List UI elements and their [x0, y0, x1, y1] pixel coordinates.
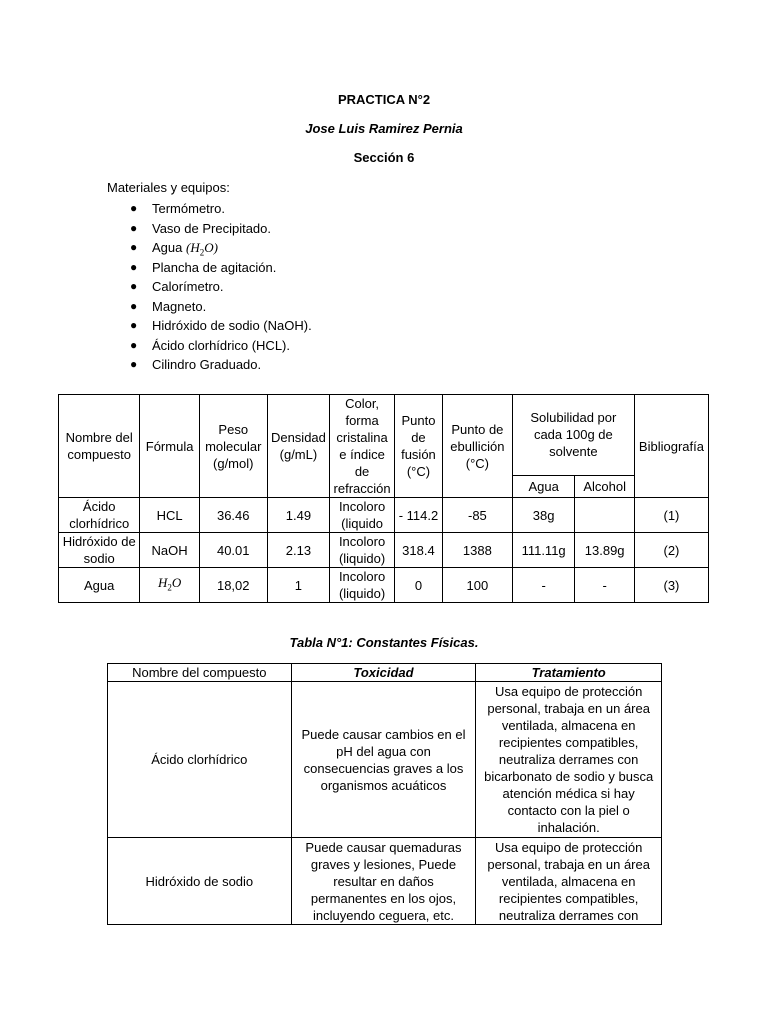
document-title: PRACTICA N°2 [337, 92, 431, 107]
cell-name: Hidróxido de sodio [59, 533, 140, 568]
bullet-icon: ● [130, 201, 138, 215]
list-item: ● Agua $(H_2O)$ [130, 240, 218, 258]
header-name: Nombre del compuesto [108, 664, 292, 682]
list-item: ● Calorímetro. [110, 277, 312, 297]
header-molecular-weight: Peso molecular (g/mol) [199, 395, 267, 498]
table-row [108, 682, 662, 838]
bullet-icon: ● [130, 279, 138, 293]
list-item: ● Hidróxido de sodio (NaOH). [110, 316, 312, 336]
table-row [108, 838, 662, 925]
bullet-icon: ● [130, 240, 138, 254]
header-melting-point: Punto de fusión (°C) [394, 395, 442, 498]
cell-color: Incoloro (liquido) [330, 568, 395, 603]
cell-color: Incoloro (liquido [330, 498, 395, 533]
bullet-icon: ● [130, 259, 138, 274]
cell-formula: NaOH [140, 533, 199, 568]
water-formula: $(H_2O)$ [186, 240, 218, 258]
cell-name: Ácido clorhídrico [59, 498, 140, 533]
cell-boiling: 100 [442, 568, 512, 603]
cell-toxicity: Puede causar cambios en el pH del agua con consecuencias graves a los organismos acuáticos [291, 682, 476, 838]
header-density: Densidad (g/mL) [267, 395, 330, 498]
cell-melting: 0 [394, 568, 442, 603]
cell-weight: 36.46 [199, 498, 267, 533]
header-boiling-point: Punto de ebullición (°C) [442, 395, 512, 498]
cell-name: Agua [59, 568, 140, 603]
cell-alcohol: - [575, 568, 634, 603]
header-name: Nombre del compuesto [59, 395, 140, 498]
cell-name: Ácido clorhídrico [108, 682, 292, 838]
bullet-icon: ● [130, 298, 138, 313]
materials-heading: Materiales y equipos: [107, 180, 230, 195]
materials-list [110, 199, 312, 375]
cell-density: 1.49 [267, 498, 330, 533]
section-label: Sección 6 [353, 150, 415, 165]
cell-alcohol [575, 498, 634, 533]
header-alcohol: Alcohol [575, 475, 634, 497]
cell-treatment: Usa equipo de protección personal, trabaja en un área ventilada, almacena en recipientes compatibles, neutraliza derrames con [476, 838, 662, 925]
table-row [59, 498, 709, 533]
cell-melting: - 114.2 [394, 498, 442, 533]
bullet-icon: ● [130, 357, 138, 371]
cell-bibliography: (2) [634, 533, 708, 568]
author-name: Jose Luis Ramirez Pernia [305, 121, 463, 136]
cell-weight: 18,02 [199, 568, 267, 603]
header-water: Agua [512, 475, 575, 497]
water-formula: $H_2O$ [157, 574, 182, 593]
cell-formula [140, 568, 199, 603]
cell-name: Hidróxido de sodio [108, 838, 292, 925]
cell-melting: 318.4 [394, 533, 442, 568]
list-item: ● Termómetro. [110, 199, 312, 219]
cell-weight: 40.01 [199, 533, 267, 568]
bullet-icon: ● [130, 337, 138, 352]
cell-density: 1 [267, 568, 330, 603]
list-item: ● Vaso de Precipitado. [110, 219, 312, 239]
cell-toxicity: Puede causar quemaduras graves y lesiones, Puede resultar en daños permanentes en los ojos, incluyendo ceguera, etc. [291, 838, 476, 925]
table-row [59, 533, 709, 568]
cell-boiling: -85 [442, 498, 512, 533]
list-item: ● Ácido clorhídrico (HCL). [110, 336, 312, 356]
cell-alcohol: 13.89g [575, 533, 634, 568]
cell-treatment: Usa equipo de protección personal, trabaja en un área ventilada, almacena en recipientes compatibles, neutraliza derrames con bicarbonato de sodio y busca atención médica si hay contacto con la piel o inhalación. [476, 682, 662, 838]
cell-water: 38g [512, 498, 575, 533]
physical-constants-table [58, 394, 709, 603]
cell-formula: HCL [140, 498, 199, 533]
bullet-icon: ● [130, 318, 138, 332]
cell-bibliography: (1) [634, 498, 708, 533]
cell-boiling: 1388 [442, 533, 512, 568]
cell-water: 111.11g [512, 533, 575, 568]
header-bibliography: Bibliografía [634, 395, 708, 498]
table-caption: Tabla N°1: Constantes Físicas. [289, 635, 479, 650]
list-item: ● Magneto. [110, 297, 312, 317]
header-toxicity: Toxicidad [291, 664, 476, 682]
bullet-icon: ● [130, 220, 138, 235]
table-row [59, 568, 709, 603]
header-formula: Fórmula [140, 395, 199, 498]
list-item: ● Cilindro Graduado. [110, 355, 312, 375]
toxicity-table [107, 663, 662, 925]
header-color: Color, forma cristalina e índice de refracción [330, 395, 395, 498]
list-item: ● Plancha de agitación. [110, 258, 312, 278]
cell-color: Incoloro (liquido) [330, 533, 395, 568]
cell-density: 2.13 [267, 533, 330, 568]
header-treatment: Tratamiento [476, 664, 662, 682]
header-solubility: Solubilidad por cada 100g de solvente [512, 395, 634, 476]
cell-water: - [512, 568, 575, 603]
cell-bibliography: (3) [634, 568, 708, 603]
